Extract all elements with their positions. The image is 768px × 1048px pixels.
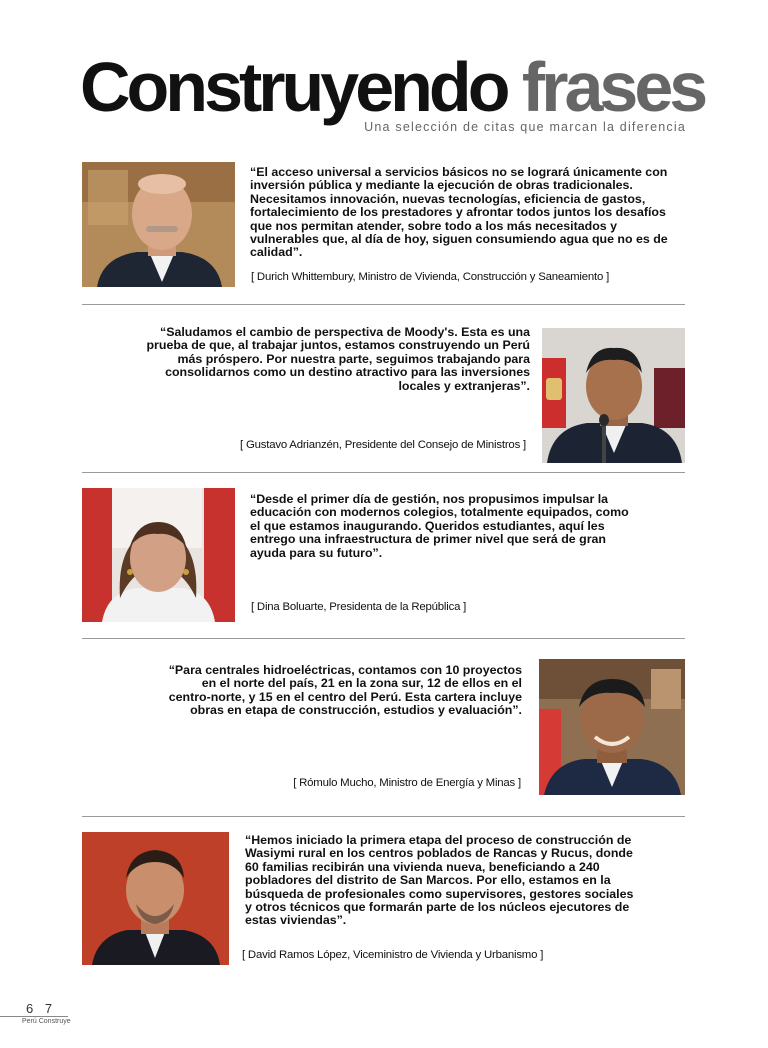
photo-ramos [82,832,229,965]
divider [82,304,685,305]
divider [82,638,685,639]
quote-2-attribution: [ Gustavo Adrianzén, Presidente del Consejo de Ministros ] [240,439,526,451]
quote-3-attribution: [ Dina Boluarte, Presidenta de la República ] [251,601,467,613]
magazine-name: Perú Construye [22,1018,71,1025]
title-part-1: Construyendo [80,48,507,126]
photo-adrianzen [542,328,685,463]
footer-line [0,1016,68,1017]
photo-mucho [539,659,685,795]
photo-boluarte [82,488,235,622]
page-title [80,48,705,126]
quote-1-attribution: [ Durich Whittembury, Ministro de Vivienda, Construcción y Saneamiento ] [251,271,610,283]
page-subtitle: Una selección de citas que marcan la diferencia [364,120,686,134]
photo-whittembury [82,162,235,287]
quote-1-text: “El acceso universal a servicios básicos no se logrará únicamente con inversión pública y mediante la ejecución de obras tradicionales. Necesitamos innovación, nuevas tecnologías, eficiencia de gastos, fortalecimiento de los prestadores y afrontar todos juntos los desafíos que nos permitan atender, sobre todo a los más necesitados y vulnerables que, al día de hoy, siguen consumiendo agua que no es de calidad”. [250,165,668,260]
quote-4-text: “Para centrales hidroeléctricas, contamos con 10 proyectos en el norte del país, 21 en la zona sur, 12 de ellos en el centro-norte, y 15 en el centro del Perú. Esta cartera incluye obras en etapa de construcción, estudios y evaluación”. [168,663,522,718]
quote-4-attribution: [ Rómulo Mucho, Ministro de Energía y Minas ] [293,777,521,789]
divider [82,816,685,817]
quote-3-text: “Desde el primer día de gestión, nos propusimos impulsar la educación con modernos colegios, totalmente equipados, como el que estamos inaugurando. Queridos estudiantes, aquí les entrego una infraestructura de primer nivel que será de gran ayuda para su futuro”. [250,492,629,560]
divider [82,472,685,473]
quote-5-attribution: [ David Ramos López, Viceministro de Vivienda y Urbanismo ] [242,949,544,961]
title-part-2: frases [521,48,705,126]
quote-5-text: “Hemos iniciado la primera etapa del proceso de construcción de Wasiymi rural en los centros poblados de Rancas y Rucus, donde 60 familias recibirán una vivienda nueva, beneficiando a 240 pobladores del distrito de San Marcos. Por ello, estamos en la búsqueda de profesionales como supervisores, gestores sociales y otros técnicos que formarán parte de los núcleos ejecutores de estas viviendas”. [245,833,634,928]
quote-2-text: “Saludamos el cambio de perspectiva de Moody's. Esta es una prueba de que, al trabajar juntos, estamos construyendo un Perú más próspero. Por nuestra parte, seguimos trabajando para consolidarnos como un destino atractivo para las inversiones locales y extranjeras”. [146,325,530,393]
page-numbers: 6 7 [26,1001,57,1016]
